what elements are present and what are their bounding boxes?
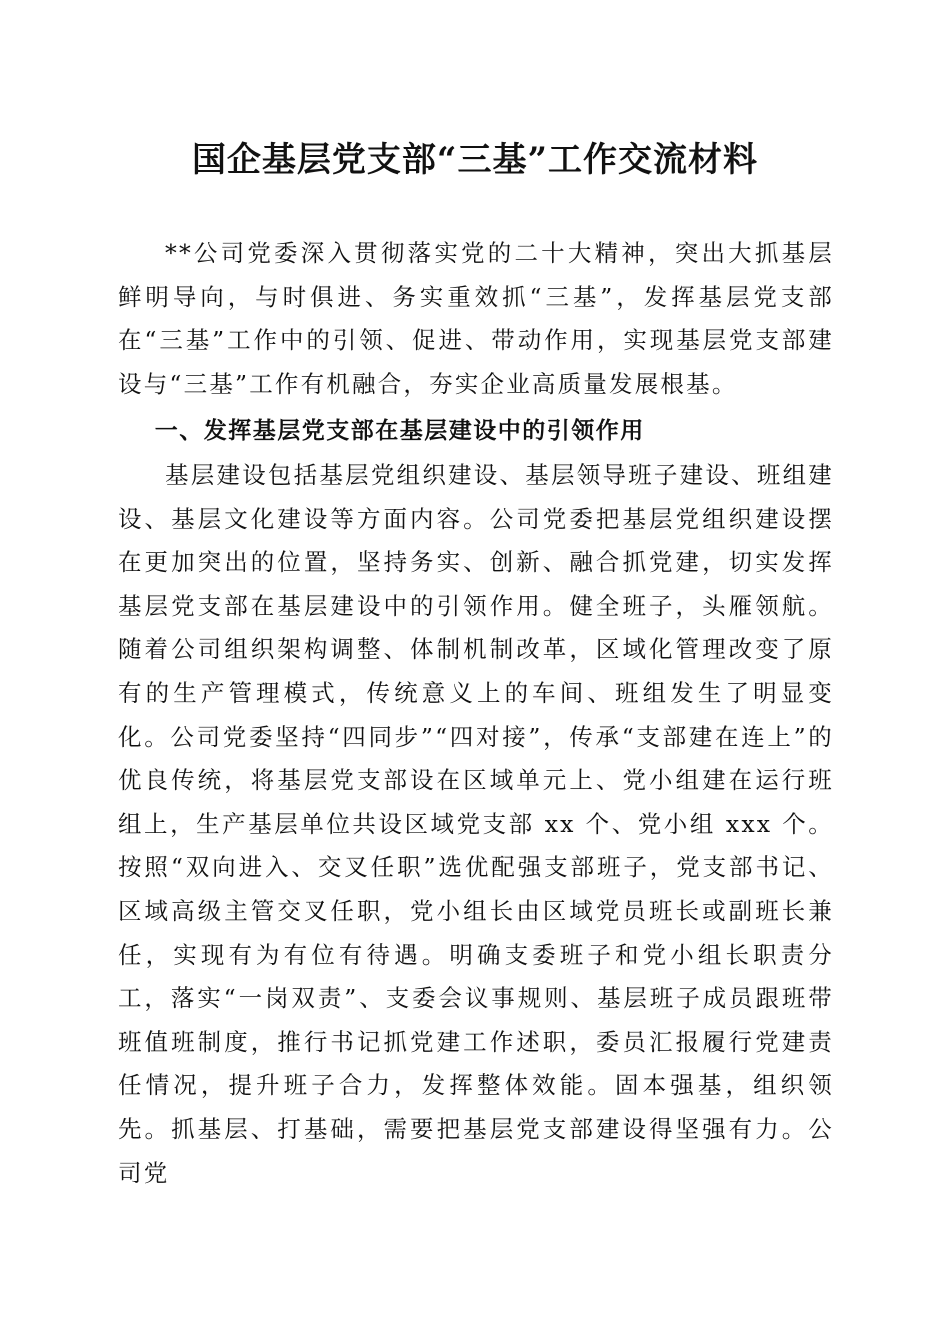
section-paragraph: 基层建设包括基层党组织建设、基层领导班子建设、班组建设、基层文化建设等方面内容。公司党委把基层党组织建设摆在更加突出的位置，坚持务实、创新、融合抓党建，切实发挥基层党支部在基层建设中的引领作用。健全班子，头雁领航。随着公司组织架构调整、体制机制改革，区域化管理改变了原有的生产管理模式，传统意义上的车间、班组发生了明显变化。公司党委坚持“四同步”“四对接”，传承“支部建在连上”的优良传统，将基层党支部设在区域单元上、党小组建在运行班组上，生产基层单位共设区域党支部 xx 个、党小组 xxx 个。按照“双向进入、交叉任职”选优配强支部班子，党支部书记、区域高级主管交叉任职，党小组长由区域党员班长或副班长兼任，实现有为有位有待遇。明确支委班子和党小组长职责分工，落实“一岗双责”、支委会议事规则、基层班子成员跟班带班值班制度，推行书记抓党建工作述职，委员汇报履行党建责任情况，提升班子合力，发挥整体效能。固本强基，组织领先。抓基层、打基础，需要把基层党支部建设得坚强有力。公司党 bbox=[118, 461, 834, 1187]
document-title: 国企基层党支部“三基”工作交流材料 bbox=[191, 140, 759, 180]
section-heading: 一、发挥基层党支部在基层建设中的引领作用 bbox=[154, 418, 645, 444]
intro-paragraph: **公司党委深入贯彻落实党的二十大精神，突出大抓基层鲜明导向，与时俱进、务实重效抓“三基”，发挥基层党支部在“三基”工作中的引领、促进、带动作用，实现基层党支部建设与“三基”工作有机融合，夯实企业高质量发展根基。 bbox=[118, 239, 834, 398]
